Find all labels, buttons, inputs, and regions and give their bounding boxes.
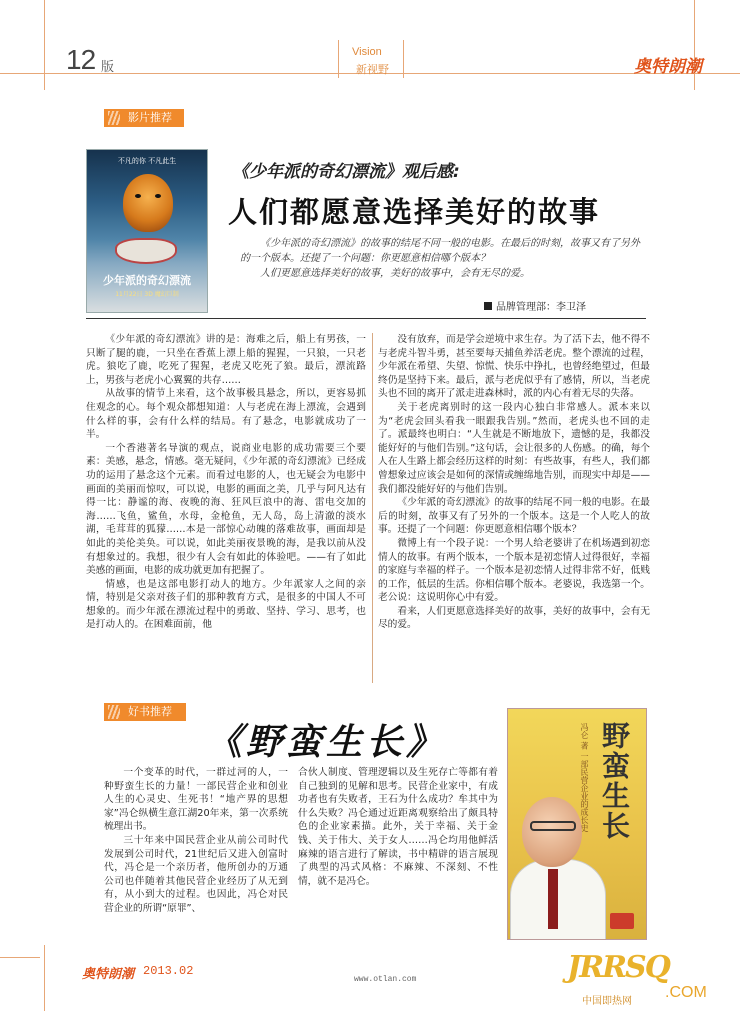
cover-title: 野蛮生长 <box>598 721 631 841</box>
website-url: www.otlan.com <box>354 975 417 984</box>
portrait-glasses-icon <box>530 821 576 831</box>
paragraph: 一个香港著名导演的观点，说商业电影的成功需要三个要素：美感，悬念，情感。毫无疑问，《少年派的奇幻漂流》已经成功的运用了悬念这个元素。而看过电影的人，也无疑会为电影中画面的美丽而惊叹，可以说，电影的画面之美，几乎与阿凡达有得一比：静谧的海、夜晚的海、狂风巨浪中的海、雷电交加的海……飞鱼，鲨鱼，水母，金枪鱼，无人岛，岛上清澈的淡水湖，毛茸茸的狐獴……本是一部惊心动魄的落难故事，画面却是如此的美伦美奂。可以说，如此美丽夜景晚的海，是我以前从没有想象过的。我想，很少有人会有如此的体验吧。——有了如此美感的画面，电影的成功就更加有把握了。 <box>86 442 366 577</box>
column-divider <box>372 333 373 683</box>
paragraph: 合伙人制度、管理逻辑以及生死存亡等都有着自己独到的见解和思考。民营企业家中，有成功者也有失败者，王石为什么成功？牟其中为什么失败？冯仑通过近距离观察给出了颇具特色的企业家素描。此外，关于幸福、关于金钱、关于伟大、关于女人……冯仑均用他鲜活麻辣的语言进行了解读，书中精辟的语言展现了典型的冯式风格：不麻辣、不深刻、不性情，就不是冯仑。 <box>298 767 498 887</box>
paragraph: 从故事的情节上来看，这个故事极具悬念，所以，更容易抓住观念的心。每个观众都想知道：人与老虎在海上漂流，会遇到什么样的事，会有什么样的结局。有了悬念，电影就成功了一半。 <box>86 388 366 441</box>
corner-mark-top-left <box>44 0 45 90</box>
film-tag <box>104 109 184 127</box>
watermark-logo: JRRSQ <box>567 950 669 985</box>
page-number: 12 <box>66 44 96 75</box>
paragraph: 《少年派的奇幻漂流》的故事的结尾不同一般的电影。在最后的时刻，故事又有了另外的一个版本。这是一个人吃人的故事。还提了一个问题：你更愿意相信哪个版本？ <box>378 497 650 536</box>
author-label: 品牌管理部：李卫泽 <box>496 302 586 313</box>
poster-title: 少年派的奇幻漂流 <box>103 274 191 287</box>
paragraph: 看来，人们更愿意选择美好的故事，美好的故事中，会有无尽的爱。 <box>378 605 650 631</box>
film-column-right <box>378 333 650 632</box>
paragraph: 三十年来中国民营企业从前公司时代发展到公司时代，21世纪后又进入创富时代，冯仑是一个亲历者，他所创办的万通公司也伴随着其他民营企业经历了从无到有，从小到大的过程。也因此，冯仑对民营企业的所谓“原罪”、 <box>104 834 288 914</box>
film-tag-label: 影片推荐 <box>128 111 172 124</box>
paragraph: 《少年派的奇幻漂流》讲的是：海难之后，船上有男孩，一只断了腿的鹿，一只坐在香蕉上漂上船的猩猩，一只狼，一只老虎。狼吃了鹿，吃死了猩猩，老虎又吃死了狼。最后，漂流路上，男孩与老虎小心翼翼的共存…… <box>86 334 366 386</box>
section-name-en: Vision <box>352 46 382 58</box>
book-cover <box>507 708 647 940</box>
page-suffix: 版 <box>101 60 115 75</box>
corner-mark-bottom-left <box>44 945 45 1011</box>
intro-paragraph: 《少年派的奇幻漂流》的故事的结尾不同一般的电影。在最后的时刻，故事又有了另外的一个版本。还提了一个问题：你更愿意相信哪个版本？ <box>240 238 640 264</box>
book-tag-label: 好书推荐 <box>128 705 172 718</box>
section-name-cn: 新视野 <box>356 63 389 76</box>
cover-author: 冯仑 著 一部民营企业的成长史 <box>580 723 589 833</box>
tiger-icon <box>123 174 173 232</box>
brand-logo-top: 奥特朗潮 <box>634 57 702 77</box>
lifeboat-icon <box>115 238 177 264</box>
paragraph: 关于老虎离别时的这一段内心独白非常感人。派本来以为“老虎会回头看我一眼跟我告别。”然而，老虎头也不回的走了。派最终也明白：“人生就是不断地放下，遗憾的是，我都没能好好的与他们告别。”这句话，会让很多的人伤感。的确，每个人在人生路上都会经历这样的时刻：有些故事，有些人，我们都曾想象过应该会是如何的深情或缠绵地告别，而现实中却是——我们都没能好好的与他们告别。 <box>378 401 650 495</box>
article-author <box>484 298 586 313</box>
header-divider-left <box>338 40 339 78</box>
poster-subtitle: 11月22日 3D 魔幻巨制 <box>115 291 179 298</box>
watermark-site-name: 中国即热网 <box>582 996 632 1007</box>
article-rule <box>86 318 646 319</box>
article-title-line2: 人们都愿意选择美好的故事 <box>228 195 601 229</box>
paragraph: 没有放弃，而是学会逆境中求生存。为了活下去，他不得不与老虎斗智斗勇，甚至要每天捕鱼养活老虎。整个漂流的过程，少年派在希望、失望、惊慌、快乐中挣扎，也曾经绝望过，但最终仍是坚持下来。最后，派与老虎似乎有了感情，所以，当老虎头也不回的离开了派走进森林时，派的内心有着无尽的失落。 <box>378 334 650 400</box>
bullet-square-icon <box>484 302 492 310</box>
brand-logo-footer: 奥特朗潮 <box>82 967 135 982</box>
tag-stripe-icon <box>108 705 120 719</box>
portrait-shirt-icon <box>510 859 606 940</box>
paragraph: 微博上有一个段子说：一个男人给老婆讲了在机场遇到初恋情人的故事。有两个版本，一个版本是初恋情人过得很好，幸福的家庭与幸福的样子。一个版本是初恋情人过得非常不好，低贱的工作，低层的生活。你相信哪个版本。老婆说，我选第一个。老公说：这说明你心中有爱。 <box>378 537 650 604</box>
film-poster <box>86 149 208 313</box>
book-tag <box>104 703 186 721</box>
film-column-left <box>86 333 366 632</box>
article-title-line1: 《少年派的奇幻漂流》观后感: <box>232 162 460 182</box>
article-intro <box>240 236 644 281</box>
book-column-right <box>298 766 498 888</box>
poster-tagline: 不凡的你 不凡此生 <box>117 157 177 165</box>
watermark-domain: .COM <box>665 984 707 1001</box>
paragraph: 情感，也是这部电影打动人的地方。少年派家人之间的亲情，特别是父亲对孩子们的那种教育方式，是很多的中国人不可想象的。而少年派在漂流过程中的勇敢、坚持、学习、思考，也是打动人的。在困难面前，他 <box>86 578 366 631</box>
publisher-logo-icon <box>610 913 634 929</box>
header-divider-right <box>403 40 404 78</box>
issue-date: 2013.02 <box>143 964 194 978</box>
paragraph: 一个变革的时代，一群过河的人，一种野蛮生长的力量！一部民营企业和创业人生的心灵史、生死书！“地产界的思想家”冯仑纵横生意江湖20年来，第一次系统梳理出书。 <box>104 767 288 833</box>
portrait-tie-icon <box>548 869 558 929</box>
intro-paragraph: 人们更愿意选择美好的故事，美好的故事中，会有无尽的爱。 <box>260 268 530 279</box>
tag-stripe-icon <box>108 111 120 125</box>
corner-mark-bottom-left-h <box>0 957 40 958</box>
book-title: 《野蛮生长》 <box>206 721 447 763</box>
portrait-head-icon <box>522 797 582 867</box>
book-column-left <box>104 766 288 916</box>
